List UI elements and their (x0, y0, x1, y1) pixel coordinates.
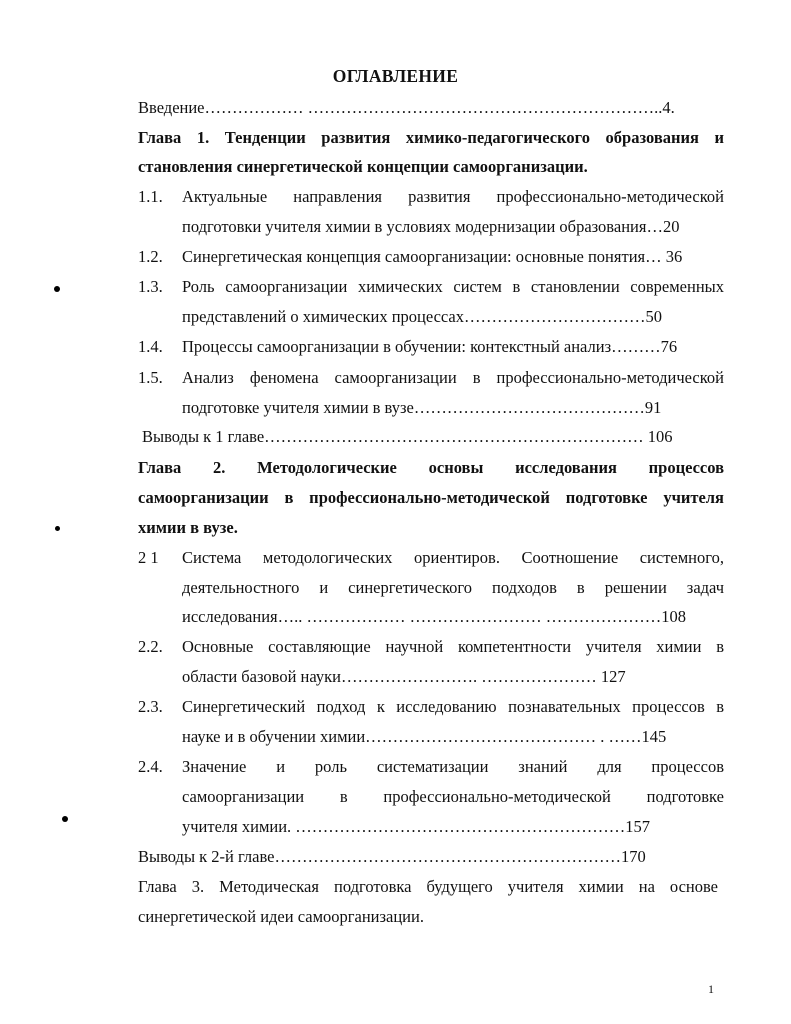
page-title: ОГЛАВЛЕНИЕ (332, 66, 459, 86)
toc-section-1-4: Процессы самоорганизации в обучении: контекстный анализ………76 (182, 337, 678, 356)
toc-section-2-3-line2: науке и в обучении химии…………………………………… . ……145 (182, 727, 667, 746)
toc-section-2-3-line1: Синергетический подход к исследованию познавательных процессов в (182, 697, 724, 716)
toc-conclusions-1: Выводы к 1 главе…………………………………………………………… 106 (142, 427, 673, 446)
toc-section-2-4-line3: учителя химии. ……………………………………………………157 (182, 817, 651, 836)
toc-chapter3-line2: синергетической идеи самоорганизации. (138, 907, 424, 926)
scan-speck (62, 816, 68, 822)
toc-section-2-2-line2: области базовой науки……………………. ………………… 127 (182, 667, 626, 686)
toc-section-number: 1.4. (138, 337, 163, 356)
toc-section-2-4-line1: Значение и роль систематизации знаний для процессов (182, 757, 724, 776)
toc-conclusions-2: Выводы к 2-й главе………………………………………………………170 (138, 847, 646, 866)
toc-section-1-3-line1: Роль самоорганизации химических систем в становлении современных (182, 277, 724, 296)
toc-section-2-1-line2: деятельностного и синергетического подходов в решении задач (182, 578, 724, 597)
toc-section-2-4-line2: самоорганизации в профессионально-методической подготовке (182, 787, 724, 806)
toc-section-number: 1.1. (138, 187, 163, 206)
page-number: 1 (708, 982, 714, 996)
toc-section-2-1-line1: Система методологических ориентиров. Соотношение системного, (182, 548, 724, 567)
toc-section-2-2-line1: Основные составляющие научной компетентности учителя химии в (182, 637, 724, 656)
toc-section-number: 2.2. (138, 637, 163, 656)
toc-section-1-5-line1: Анализ феномена самоорганизации в профессионально-методической (182, 368, 724, 387)
toc-chapter1-line1: Глава 1. Тенденции развития химико-педагогического образования и (138, 128, 724, 147)
toc-section-1-1-line2: подготовки учителя химии в условиях модернизации образования…20 (182, 217, 680, 236)
toc-section-number: 1.5. (138, 368, 163, 387)
toc-chapter2-line1: Глава 2. Методологические основы исследования процессов (138, 458, 724, 477)
toc-section-1-5-line2: подготовке учителя химии в вузе……………………………………91 (182, 398, 662, 417)
toc-section-number: 2 1 (138, 548, 159, 567)
scan-speck (54, 286, 60, 292)
scan-speck (55, 526, 60, 531)
toc-chapter3-line1: Глава 3. Методическая подготовка будущего учителя химии на основе (138, 877, 718, 896)
toc-section-number: 2.4. (138, 757, 163, 776)
toc-section-number: 2.3. (138, 697, 163, 716)
toc-chapter2-line2: самоорганизации в профессионально-методической подготовке учителя (138, 488, 724, 507)
toc-section-1-1-line1: Актуальные направления развития профессионально-методической (182, 187, 724, 206)
toc-section-number: 1.2. (138, 247, 163, 266)
toc-section-2-1-line3: исследования….. ……………… …………………… …………………108 (182, 607, 686, 626)
toc-section-number: 1.3. (138, 277, 163, 296)
toc-chapter2-line3: химии в вузе. (138, 518, 238, 537)
toc-section-1-2: Синергетическая концепция самоорганизации: основные понятия… 36 (182, 247, 683, 266)
toc-chapter1-line2: становления синергетической концепции самоорганизации. (138, 157, 588, 176)
toc-intro: Введение……………… ………………………………………………………..4. (138, 98, 675, 117)
toc-section-1-3-line2: представлений о химических процессах……………………………50 (182, 307, 663, 326)
